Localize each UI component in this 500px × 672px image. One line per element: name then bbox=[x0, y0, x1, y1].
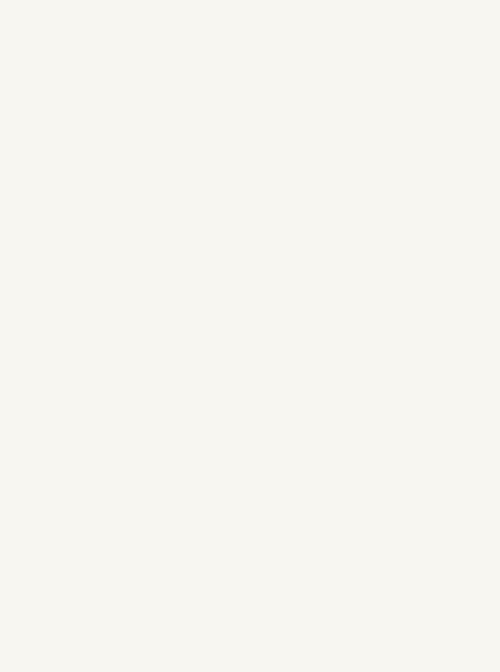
running-header bbox=[24, 10, 476, 27]
article-body bbox=[24, 31, 476, 41]
